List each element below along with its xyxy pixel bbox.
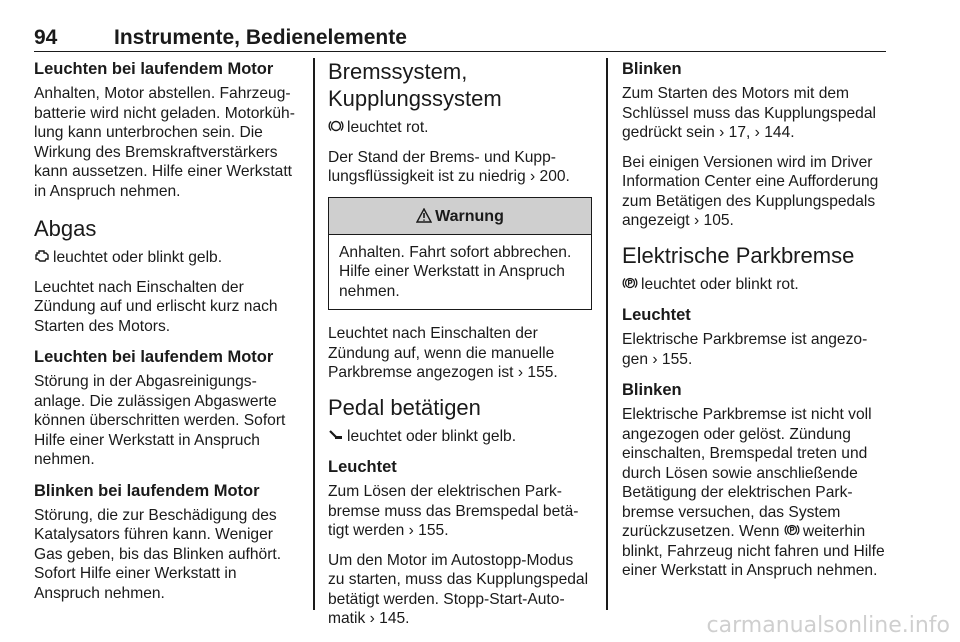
heading-leuchtet-epb: Leuchtet bbox=[622, 306, 691, 324]
heading-leuchtet: Leuchtet bbox=[328, 458, 397, 476]
epb-status-line bbox=[622, 275, 888, 295]
page-reference[interactable]: 145. bbox=[379, 610, 410, 627]
paragraph-after-text: Leuchtet nach Einschalten der Zündung auf, wenn die manuelle Parkbremse angezogen ist bbox=[328, 325, 555, 381]
heading-pedal: Pedal betätigen bbox=[328, 394, 481, 420]
parking-brake-icon bbox=[784, 522, 800, 538]
reference-arrow-icon: › bbox=[719, 124, 725, 141]
paragraph-blinken-epb-text: Elektrische Parkbremse ist nicht voll angezogen oder gelöst. Zündung einschalten, Bremspedal treten und durch Lösen sowie anschließende Betätigung der elektrischen Park-bremse versuchen, das System zurückzusetzen. Wenn bbox=[622, 406, 872, 540]
paragraph-running: Anhalten, Motor abstellen. Fahrzeug-batterie wird nicht geladen. Motorküh-lung kann unterbrochen sein. Die Wirkung des Bremskraftverstärkers kann aussetzen. Hilfe einer Werkstatt in Anspruch nehmen. bbox=[34, 85, 295, 200]
watermark: carmanualsonline.info bbox=[706, 613, 950, 638]
page-header bbox=[34, 26, 886, 52]
page-reference[interactable]: 105. bbox=[703, 212, 734, 229]
column-divider bbox=[313, 58, 315, 610]
reference-arrow-icon: › bbox=[754, 124, 760, 141]
abgas-status: leuchtet oder blinkt gelb. bbox=[53, 249, 223, 266]
pedal-status: leuchtet oder blinkt gelb. bbox=[347, 427, 517, 445]
warning-text: Anhalten. Fahrt sofort abbrechen. Hilfe einer Werkstatt in Anspruch nehmen. bbox=[339, 243, 572, 300]
paragraph-driver-info bbox=[622, 153, 888, 231]
paragraph-brake bbox=[328, 148, 592, 187]
page-reference[interactable]: 155. bbox=[661, 350, 693, 368]
parking-brake-icon bbox=[622, 275, 638, 291]
warning-box bbox=[328, 197, 592, 311]
brake-warning-icon bbox=[328, 118, 344, 134]
reference-arrow-icon: › bbox=[652, 350, 658, 368]
heading-blink: Blinken bei laufendem Motor bbox=[34, 481, 260, 500]
reference-arrow-icon: › bbox=[529, 168, 536, 185]
heading-running-2: Leuchten bei laufendem Motor bbox=[34, 348, 274, 366]
warning-title: Warnung bbox=[435, 207, 504, 225]
paragraph-blinken-text: Zum Starten des Motors mit dem Schlüssel muss das Kupplungspedal gedrückt sein bbox=[622, 85, 876, 141]
paragraph-leuchtet-epb bbox=[622, 330, 888, 369]
heading-epb: Elektrische Parkbremse bbox=[622, 242, 855, 268]
page-reference[interactable]: 155. bbox=[527, 364, 558, 381]
reference-arrow-icon: › bbox=[369, 610, 375, 627]
paragraph-leuchtet-epb-text: Elektrische Parkbremse ist angezo-gen bbox=[622, 331, 868, 368]
heading-brake bbox=[328, 58, 592, 112]
reference-arrow-icon: › bbox=[693, 212, 700, 229]
pedal-icon bbox=[328, 427, 344, 443]
paragraph-brake-text: Der Stand der Brems- und Kupp-lungsflüssigkeit ist zu niedrig bbox=[328, 148, 556, 185]
reference-arrow-icon: › bbox=[517, 364, 524, 381]
paragraph-running-2: Störung in der Abgasreinigungs-anlage. Die zulässigen Abgaswerte können überschritten werden. Sofort Hilfe einer Werkstatt in Anspruch nehmen. bbox=[34, 373, 286, 468]
paragraph-leuchtet bbox=[328, 482, 592, 541]
paragraph-leuchtet-text: Zum Lösen der elektrischen Park-bremse muss das Bremspedal betä-tigt werden bbox=[328, 483, 579, 539]
paragraph-abgas: Leuchtet nach Einschalten der Zündung auf und erlischt kurz nach Starten des Motors. bbox=[34, 278, 278, 335]
paragraph-blink: Störung, die zur Beschädigung des Katalysators führen kann. Weniger Gas geben, bis das Blinken aufhört. Sofort Hilfe einer Werkstatt in Anspruch nehmen. bbox=[34, 506, 282, 602]
warning-header bbox=[329, 198, 591, 235]
column-divider bbox=[606, 58, 608, 610]
brake-status-line bbox=[328, 118, 592, 138]
brake-status: leuchtet rot. bbox=[347, 119, 429, 136]
reference-arrow-icon: › bbox=[408, 522, 414, 539]
paragraph-driver-text: Bei einigen Versionen wird im Driver Information Center eine Aufforderung zum Betätigen des Kupplungspedals angezeigt bbox=[622, 153, 879, 229]
heading-brake-line2: Kupplungssystem bbox=[328, 86, 502, 111]
heading-brake-line1: Bremssystem, bbox=[328, 59, 468, 84]
column-left bbox=[34, 58, 302, 613]
paragraph-blinken-epb-tail: weiterhin blinkt, Fahrzeug nicht fahren und Hilfe einer Werkstatt in Anspruch nehmen. bbox=[622, 523, 885, 579]
page-number: 94 bbox=[34, 26, 58, 49]
page-reference[interactable]: 155. bbox=[418, 522, 449, 539]
heading-blinken: Blinken bbox=[622, 60, 682, 78]
chapter-title: Instrumente, Bedienelemente bbox=[114, 26, 407, 49]
warning-triangle-icon bbox=[416, 208, 432, 223]
paragraph-autostop bbox=[328, 551, 592, 629]
column-middle bbox=[328, 58, 592, 639]
page-reference[interactable]: 200. bbox=[539, 168, 570, 185]
heading-abgas: Abgas bbox=[34, 216, 97, 241]
pedal-status-line bbox=[328, 427, 592, 447]
engine-warning-icon bbox=[34, 248, 50, 264]
paragraph-autostop-text: Um den Motor im Autostopp-Modus zu starten, muss das Kupplungspedal betätigt werden. Stopp-Start-Auto-matik bbox=[328, 551, 589, 627]
abgas-status-line bbox=[34, 248, 302, 268]
page-reference[interactable]: 144. bbox=[764, 124, 795, 141]
heading-running: Leuchten bei laufendem Motor bbox=[34, 60, 274, 78]
paragraph-blinken-epb bbox=[622, 405, 888, 581]
heading-blinken-epb: Blinken bbox=[622, 381, 682, 399]
paragraph-blinken bbox=[622, 84, 888, 143]
page-reference[interactable]: 17, bbox=[728, 124, 751, 141]
column-right bbox=[622, 58, 888, 591]
epb-status: leuchtet oder blinkt rot. bbox=[641, 275, 799, 293]
paragraph-after-warning bbox=[328, 324, 592, 383]
